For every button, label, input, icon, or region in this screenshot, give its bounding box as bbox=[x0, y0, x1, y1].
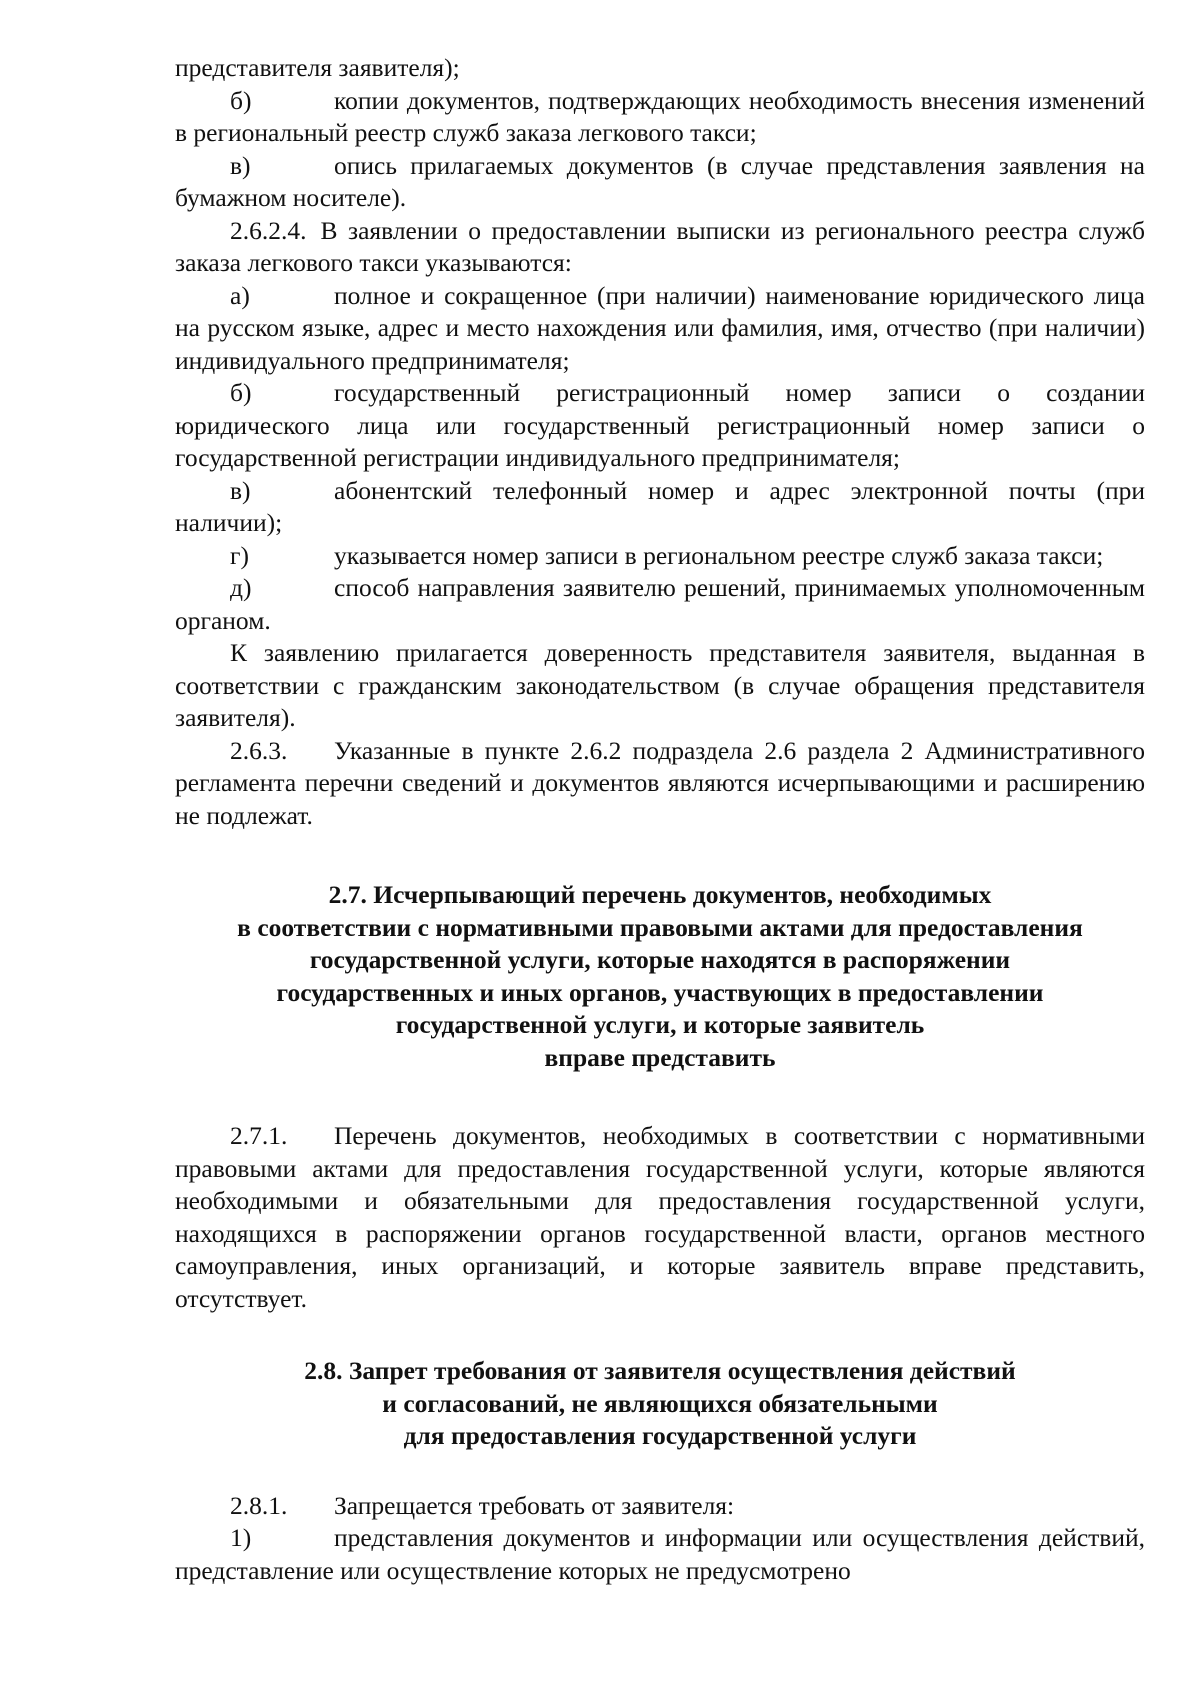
heading-line: государственной услуги, и которые заявитель bbox=[395, 1010, 925, 1039]
heading-line: вправе представить bbox=[544, 1042, 776, 1072]
list-item-marker: 2.6.3. bbox=[230, 735, 288, 765]
heading-line: государственных и иных органов, участвующих в предоставлении bbox=[276, 977, 1044, 1007]
list-item-marker: б) bbox=[230, 85, 252, 115]
list-item-marker: д) bbox=[230, 573, 252, 602]
list-item bbox=[175, 735, 1145, 833]
list-item bbox=[175, 377, 1145, 475]
list-item-text: копии документов, подтверждающих необходимость внесения изменений в региональный реестр служб заказа легкового такси; bbox=[175, 85, 1145, 147]
paragraph-text: представителя заявителя); bbox=[175, 53, 460, 82]
list-item bbox=[175, 280, 1145, 378]
clause-text: В заявлении о предоставлении выписки из регионального реестра служб заказа легкового такси указываются: bbox=[175, 215, 1145, 277]
clause-number: 2.6.2.4. bbox=[230, 215, 307, 245]
paragraph bbox=[175, 52, 1145, 85]
list-item-marker: 1) bbox=[230, 1523, 252, 1552]
list-item bbox=[175, 475, 1145, 540]
paragraph bbox=[175, 637, 1145, 735]
list-item-text: способ направления заявителю решений, принимаемых уполномоченным органом. bbox=[175, 573, 1145, 635]
list-item bbox=[175, 1120, 1145, 1315]
section-2-6-text bbox=[175, 52, 1145, 832]
list-item-text: Запрещается требовать от заявителя: bbox=[334, 1490, 735, 1520]
document-body bbox=[175, 52, 1145, 1587]
list-item-marker: 2.8.1. bbox=[230, 1490, 288, 1520]
list-item-marker: г) bbox=[230, 540, 249, 570]
heading-line: 2.8. Запрет требования от заявителя осуществления действий bbox=[304, 1356, 1016, 1385]
heading-line: государственной услуги, которые находятся в распоряжении bbox=[309, 945, 1011, 974]
heading-2-8 bbox=[175, 1355, 1145, 1453]
list-item-text: полное и сокращенное (при наличии) наименование юридического лица на русском языке, адрес и место нахождения или фамилия, имя, отчество (при наличии) индивидуального предпринимателя; bbox=[175, 280, 1145, 375]
heading-line: 2.7. Исчерпывающий перечень документов, необходимых bbox=[328, 880, 992, 909]
list-item-marker: в) bbox=[230, 150, 251, 180]
clause bbox=[175, 215, 1145, 280]
list-item-marker: 2.7.1. bbox=[230, 1121, 288, 1150]
list-item-text: Перечень документов, необходимых в соответствии с нормативными правовыми актами для предоставления государственной услуги, которые являются необходимыми и обязательными для предоставления государственной услуги, находящихся в распоряжении органов государственной власти, органов местного самоуправления, иных организаций, и которые заявитель вправе представить, отсутствует. bbox=[175, 1121, 1145, 1313]
list-item-marker: в) bbox=[230, 475, 251, 505]
list-item bbox=[175, 572, 1145, 637]
section-2-7-text bbox=[175, 1120, 1145, 1315]
heading-line: в соответствии с нормативными правовыми актами для предоставления bbox=[237, 912, 1083, 942]
list-item-text: абонентский телефонный номер и адрес электронной почты (при наличии); bbox=[175, 475, 1145, 537]
list-item bbox=[175, 1522, 1145, 1587]
section-2-8-text bbox=[175, 1490, 1145, 1588]
list-item-marker: б) bbox=[230, 378, 252, 407]
list-item-text: Указанные в пункте 2.6.2 подраздела 2.6 раздела 2 Административного регламента перечни сведений и документов являются исчерпывающими и расширению не подлежат. bbox=[175, 735, 1145, 830]
list-item-text: государственный регистрационный номер записи о создании юридического лица или государственный регистрационный номер записи о государственной регистрации индивидуального предпринимателя; bbox=[175, 378, 1145, 472]
list-item-text: опись прилагаемых документов (в случае представления заявления на бумажном носителе). bbox=[175, 150, 1145, 212]
list-item bbox=[175, 150, 1145, 215]
heading-line: для предоставления государственной услуги bbox=[403, 1421, 917, 1450]
heading-2-7 bbox=[175, 879, 1145, 1074]
paragraph-text: К заявлению прилагается доверенность представителя заявителя, выданная в соответствии с гражданским законодательством (в случае обращения представителя заявителя). bbox=[175, 638, 1145, 732]
heading-line: и согласований, не являющихся обязательными bbox=[382, 1388, 938, 1418]
list-item bbox=[175, 540, 1145, 573]
list-item bbox=[175, 85, 1145, 150]
list-item-text: представления документов и информации или осуществления действий, представление или осуществление которых не предусмотрено bbox=[175, 1523, 1145, 1585]
list-item-marker: а) bbox=[230, 280, 250, 310]
list-item bbox=[175, 1490, 1145, 1523]
list-item-text: указывается номер записи в региональном реестре служб заказа такси; bbox=[334, 540, 1104, 570]
